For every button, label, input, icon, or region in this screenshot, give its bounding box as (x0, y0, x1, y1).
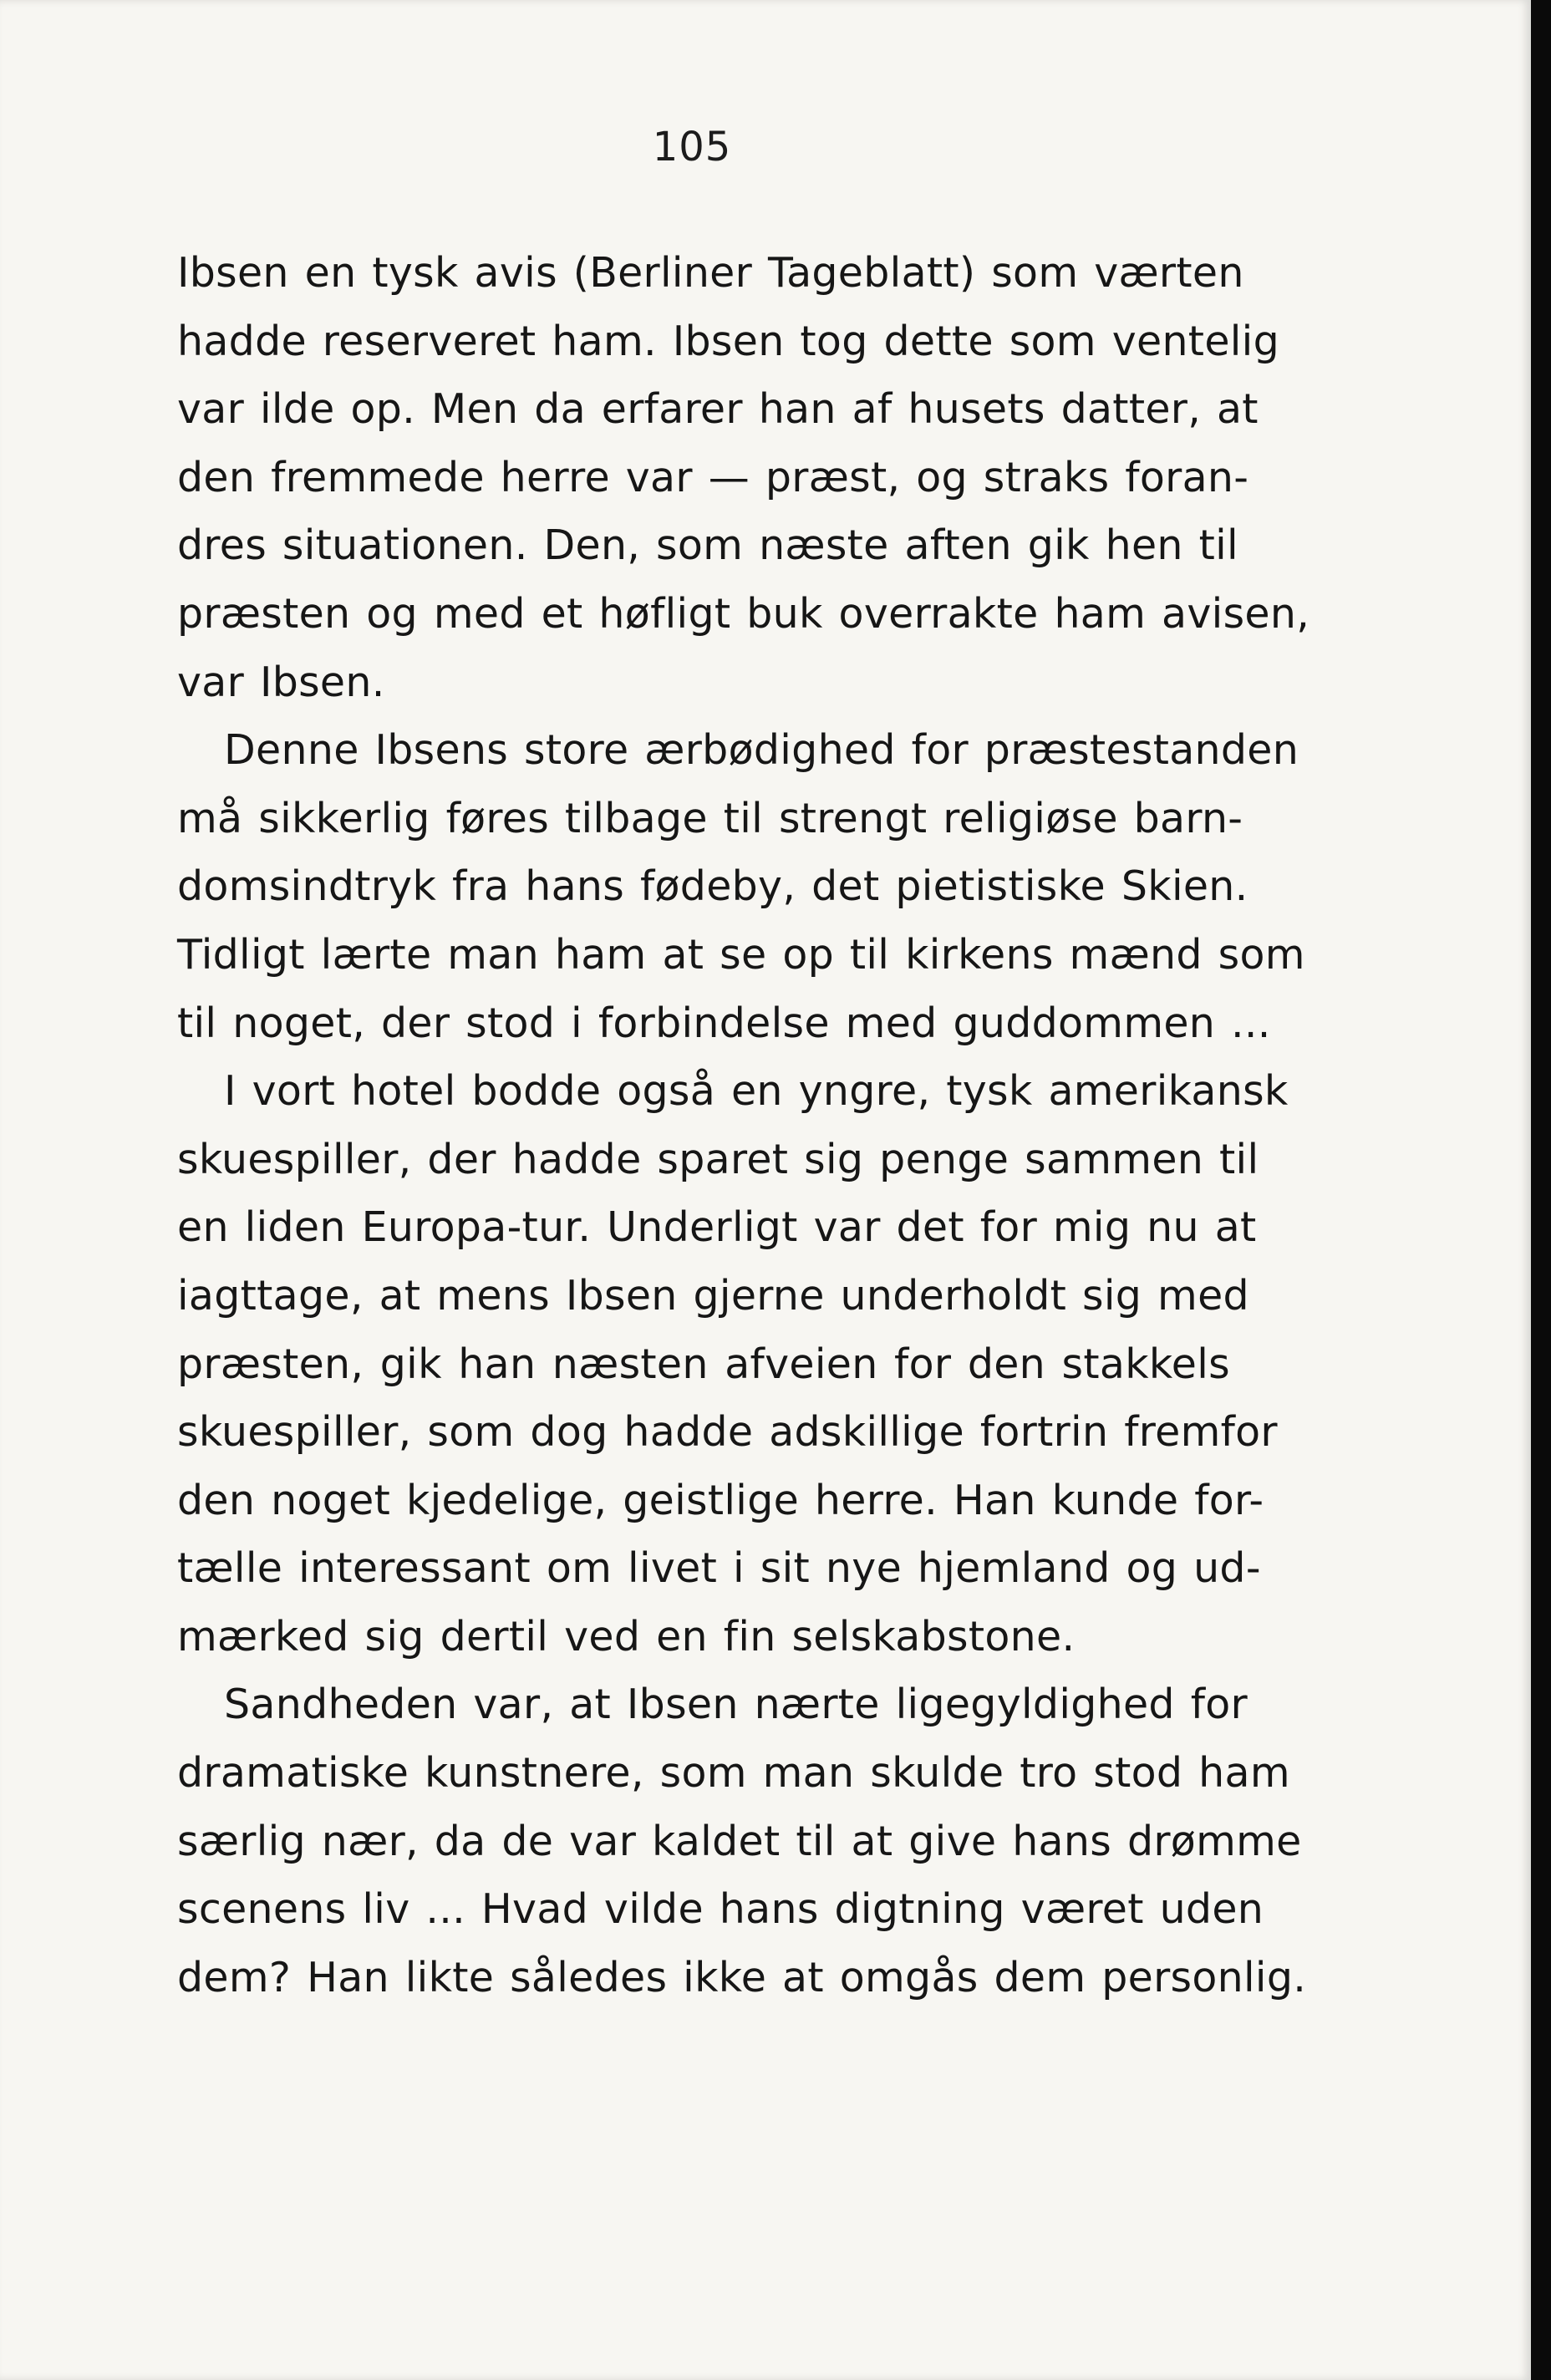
text-line: må sikkerlig føres tilbage til strengt religiøse barn- (177, 794, 1243, 842)
text-line: særlig nær, da de var kaldet til at give hans drømme (177, 1817, 1302, 1865)
text-line: iagttage, at mens Ibsen gjerne underholdt sig med (177, 1271, 1249, 1320)
text-line: domsindtryk fra hans fødeby, det pietistiske Skien. (177, 862, 1248, 911)
text-line: I vort hotel bodde også en yngre, tysk amerikansk (224, 1067, 1289, 1116)
text-line: den noget kjedelige, geistlige herre. Han kunde for- (177, 1476, 1264, 1524)
page-number: 105 (652, 124, 732, 170)
text-line: scenens liv ... Hvad vilde hans digtning været uden (177, 1885, 1264, 1934)
text-line: var Ibsen. (177, 658, 385, 706)
text-line: Sandheden var, at Ibsen nærte ligegyldighed for (224, 1681, 1248, 1729)
text-line: var ilde op. Men da erfarer han af husets datter, at (177, 385, 1259, 434)
text-line: en liden Europa-tur. Underligt var det for mig nu at (177, 1203, 1257, 1252)
text-line: Ibsen en tysk avis (Berliner Tageblatt) som værten (177, 249, 1244, 297)
text-line: til noget, der stod i forbindelse med guddommen ... (177, 999, 1271, 1047)
text-line: Tidligt lærte man ham at se op til kirkens mænd som (177, 930, 1305, 979)
text-line: skuespiller, som dog hadde adskillige fortrin fremfor (177, 1408, 1278, 1457)
text-line: dem? Han likte således ikke at omgås dem personlig. (177, 1953, 1307, 2001)
text-line: præsten og med et høfligt buk overrakte ham avisen, (177, 589, 1310, 638)
text-line: hadde reserveret ham. Ibsen tog dette som ventelig (177, 317, 1279, 365)
text-line: skuespiller, der hadde sparet sig penge sammen til (177, 1135, 1259, 1183)
text-line: den fremmede herre var — præst, og straks foran- (177, 453, 1249, 501)
text-line: præsten, gik han næsten afveien for den stakkels (177, 1340, 1230, 1388)
text-line: mærked sig dertil ved en fin selskabstone. (177, 1612, 1076, 1660)
body-text (177, 239, 1310, 2011)
text-line: dres situationen. Den, som næste aften gik hen til (177, 521, 1238, 570)
text-line: dramatiske kunstnere, som man skulde tro stod ham (177, 1749, 1290, 1798)
text-line: Denne Ibsens store ærbødighed for præstestanden (224, 726, 1299, 775)
text-line: tælle interessant om livet i sit nye hjemland og ud- (177, 1544, 1261, 1593)
